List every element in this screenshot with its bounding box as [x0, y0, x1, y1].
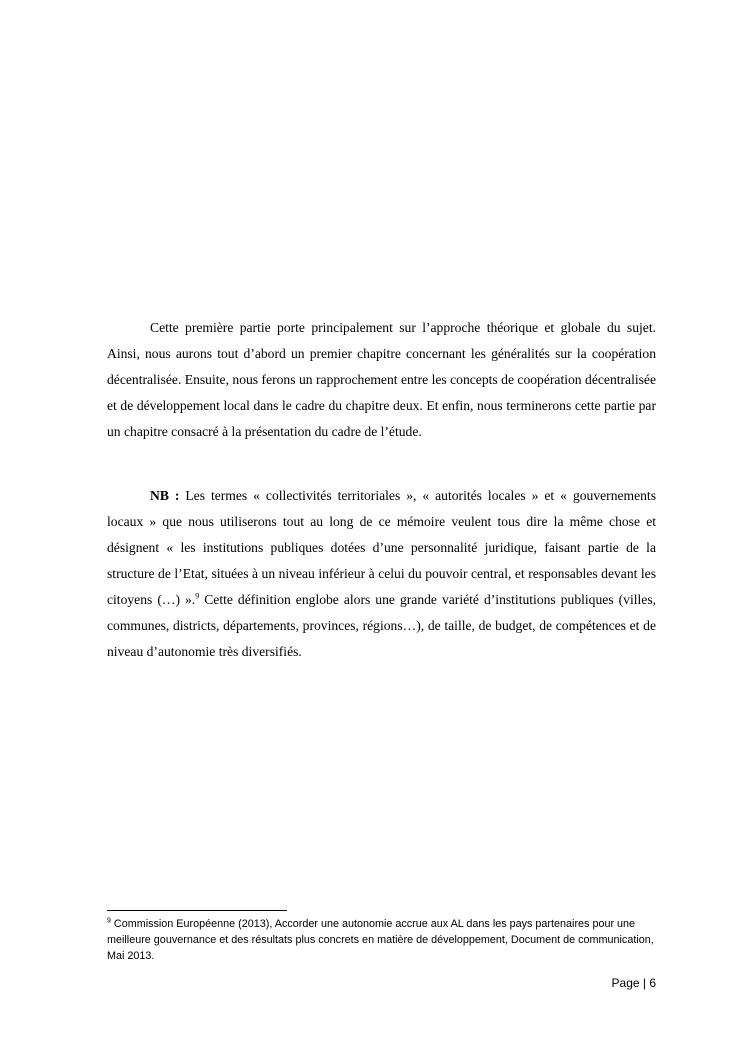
- footnote-separator: [107, 910, 287, 911]
- nb-paragraph: [107, 483, 656, 665]
- nb-text-after-ref: Cette définition englobe alors une grande variété d’institutions publiques (villes, communes, districts, départements, provinces, régions…), de taille, de budget, de compétences et de niveau d’autonomie très diversifiés.: [107, 592, 657, 659]
- footnote: [107, 916, 656, 964]
- nb-label: NB :: [150, 488, 180, 503]
- footnote-reference[interactable]: 9: [195, 591, 200, 601]
- body-paragraph-1-block: [107, 315, 656, 445]
- body-paragraph-2-block: [107, 483, 656, 665]
- intro-paragraph: Cette première partie porte principalement sur l’approche théorique et globale du sujet. Ainsi, nous aurons tout d’abord un premier chapitre concernant les généralités sur la coopération décentralisée. Ensuite, nous ferons un rapprochement entre les concepts de coopération décentralisée et de développement local dans le cadre du chapitre deux. Et enfin, nous terminerons cette partie par un chapitre consacré à la présentation du cadre de l’étude.: [107, 320, 656, 439]
- footnote-text: Commission Européenne (2013), Accorder une autonomie accrue aux AL dans les pays partenaires pour une meilleure gouvernance et des résultats plus concrets en matière de développement, Document de communication, Mai 2013.: [107, 918, 654, 962]
- footnote-number: 9: [107, 917, 111, 925]
- page-number: Page | 6: [611, 976, 656, 990]
- nb-text-before-ref: Les termes « collectivités territoriales », « autorités locales » et « gouvernements locaux » que nous utiliserons tout au long de ce mémoire veulent tous dire la même chose et désignent « les institutions publiques dotées d’une personnalité juridique, faisant partie de la structure de l’Etat, situées à un niveau inférieur à celui du pouvoir central, et responsables devant les citoyens (…) ».: [107, 488, 656, 607]
